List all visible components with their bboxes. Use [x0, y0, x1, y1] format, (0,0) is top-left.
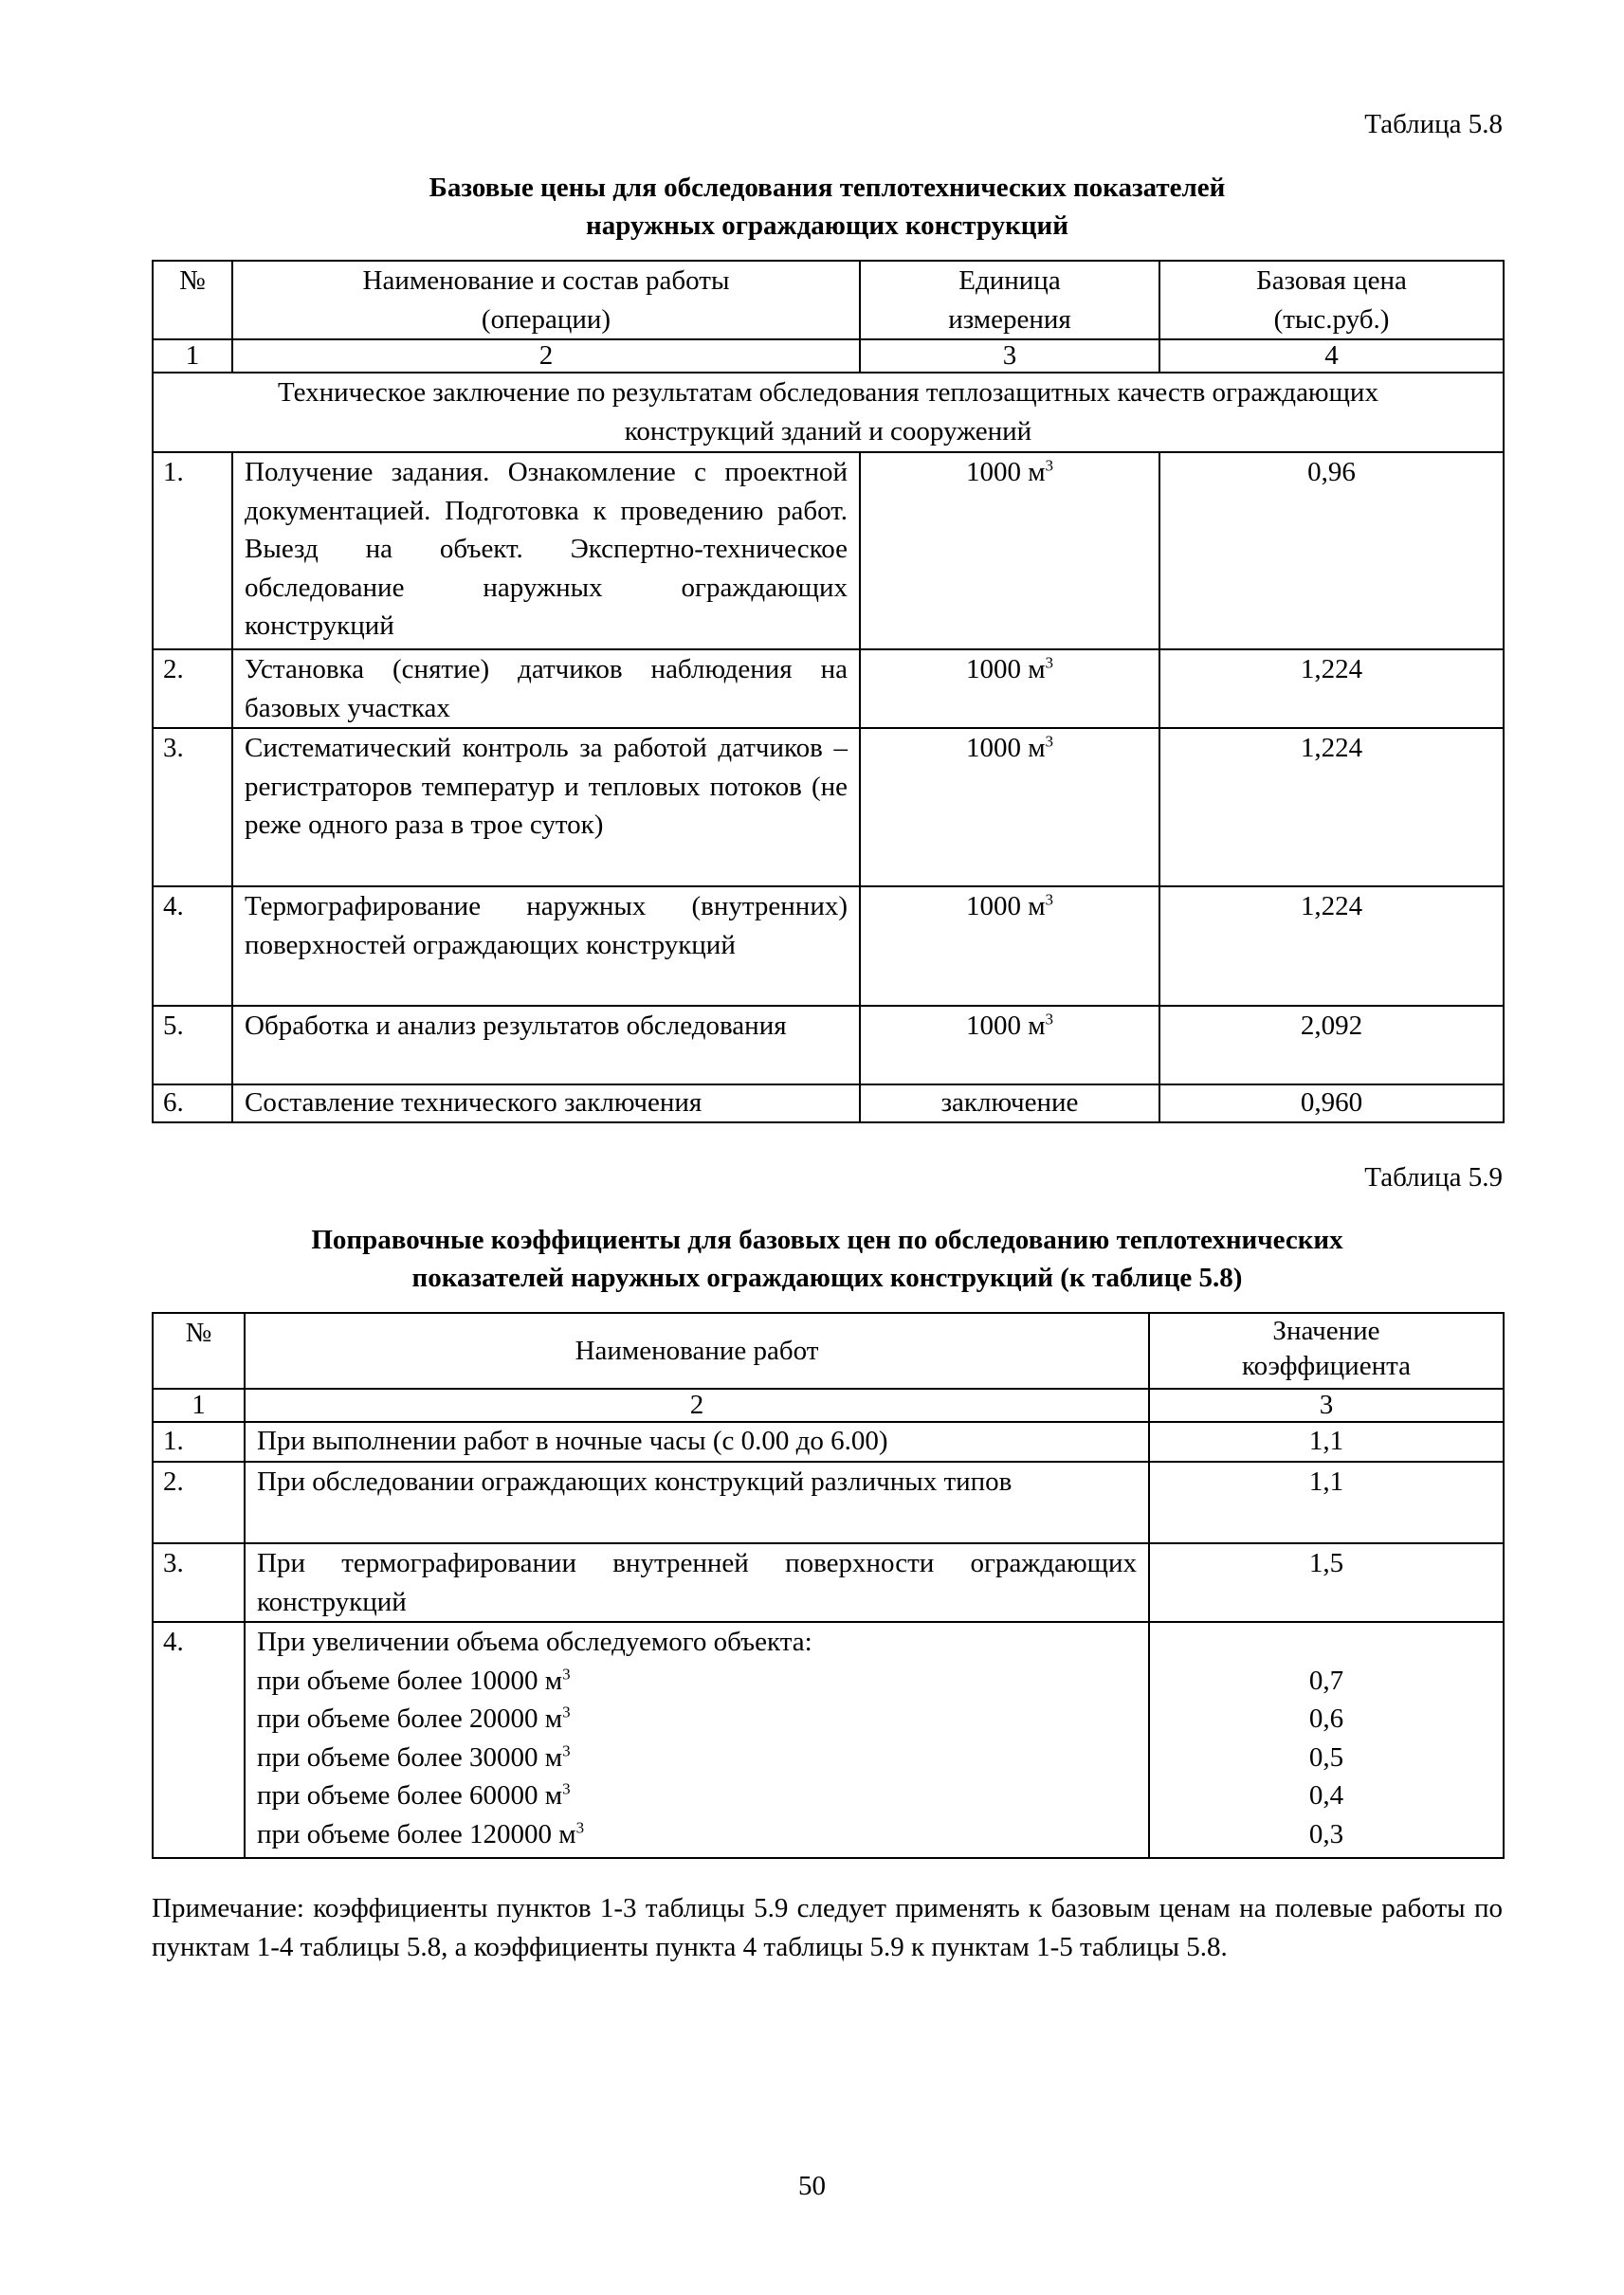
- table-row: [153, 649, 1504, 728]
- table-row: [153, 1543, 1504, 1622]
- unit-text: 1000 м: [965, 654, 1046, 684]
- unit-text: заключение: [940, 1087, 1079, 1118]
- row-price: 1,224: [1159, 728, 1504, 886]
- section-row: [153, 373, 1504, 452]
- row-intro: При увеличении объема обследуемого объекта:: [257, 1627, 812, 1657]
- unit-sup: 3: [1045, 890, 1054, 909]
- table-row: [153, 452, 1504, 649]
- row-name: Установка (снятие) датчиков наблюдения на базовых участках: [232, 649, 860, 728]
- header-price: Базовая цена (тыс.руб.): [1159, 261, 1504, 339]
- table-5-8-title: [152, 169, 1503, 245]
- unit-text: 1000 м: [965, 457, 1046, 487]
- header-num: №: [153, 1313, 245, 1389]
- column-number-row: [153, 1389, 1504, 1422]
- row-number: 4.: [153, 886, 232, 1006]
- unit-sup: 3: [562, 1779, 571, 1798]
- header-row: [153, 261, 1504, 339]
- row-unit: [860, 728, 1159, 886]
- row-name: При обследовании ограждающих конструкций различных типов: [245, 1462, 1149, 1543]
- title-line: показателей наружных ограждающих конструкций (к таблице 5.8): [411, 1263, 1243, 1293]
- row-number: 4.: [153, 1622, 245, 1858]
- unit-sup: 3: [575, 1817, 585, 1836]
- header-name: Наименование и состав работы (операции): [232, 261, 860, 339]
- volume-item: [257, 1815, 1137, 1854]
- header-name: Наименование работ: [245, 1313, 1149, 1389]
- row-value: 0,3: [1308, 1818, 1344, 1849]
- row-value: 0,6: [1308, 1703, 1344, 1734]
- unit-text: 1000 м: [965, 1011, 1046, 1041]
- row-unit: [860, 1084, 1159, 1122]
- volume-item: [257, 1700, 1137, 1739]
- unit-sup: 3: [562, 1740, 571, 1759]
- volume-label: при объеме более 120000 м: [257, 1818, 576, 1849]
- row-value: 1,1: [1149, 1422, 1504, 1462]
- unit-text: 1000 м: [965, 891, 1046, 921]
- table-row: [153, 1622, 1504, 1858]
- col-number: 1: [153, 1389, 245, 1422]
- row-unit: [860, 649, 1159, 728]
- row-price: 1,224: [1159, 886, 1504, 1006]
- volume-item: [257, 1776, 1137, 1815]
- row-number: 3.: [153, 1543, 245, 1622]
- table-row: [153, 1006, 1504, 1084]
- volume-item: [257, 1739, 1137, 1777]
- row-price: 0,96: [1159, 452, 1504, 649]
- volume-item: [257, 1662, 1137, 1701]
- unit-sup: 3: [562, 1664, 571, 1683]
- volume-label: при объеме более 20000 м: [257, 1703, 563, 1734]
- row-number: 5.: [153, 1006, 232, 1084]
- row-number: 2.: [153, 649, 232, 728]
- table-row: [153, 886, 1504, 1006]
- row-value: 0,7: [1308, 1665, 1344, 1696]
- row-values: [1149, 1622, 1504, 1858]
- row-value: 1,5: [1149, 1543, 1504, 1622]
- row-number: 1.: [153, 452, 232, 649]
- header-row: [153, 1313, 1504, 1389]
- row-unit: [860, 452, 1159, 649]
- title-line: Базовые цены для обследования теплотехнических показателей: [429, 173, 1226, 203]
- col-number: 2: [245, 1389, 1149, 1422]
- volume-label: при объеме более 60000 м: [257, 1780, 563, 1811]
- row-value: 0,4: [1308, 1780, 1344, 1811]
- table-5-8-caption: Таблица 5.8: [1364, 109, 1503, 139]
- table-row: [153, 1084, 1504, 1122]
- volume-label: при объеме более 10000 м: [257, 1665, 563, 1696]
- unit-sup: 3: [562, 1703, 571, 1721]
- header-num: №: [153, 261, 232, 339]
- row-number: 3.: [153, 728, 232, 886]
- row-unit: [860, 886, 1159, 1006]
- unit-text: 1000 м: [965, 733, 1046, 763]
- unit-sup: 3: [1045, 456, 1054, 475]
- section-title: Техническое заключение по результатам обследования теплозащитных качеств ограждающих конструкций зданий и сооружений: [153, 373, 1504, 452]
- page-number: 50: [798, 2171, 826, 2201]
- col-number: 2: [232, 339, 860, 373]
- column-number-row: [153, 339, 1504, 373]
- row-number: 6.: [153, 1084, 232, 1122]
- row-name: [245, 1622, 1149, 1858]
- col-number: 4: [1159, 339, 1504, 373]
- col-number: 3: [1149, 1389, 1504, 1422]
- note: Примечание: коэффициенты пунктов 1-3 таблицы 5.9 следует применять к базовым ценам на полевые работы по пунктам 1-4 таблицы 5.8, а коэффициенты пункта 4 таблицы 5.9 к пунктам 1-5 таблицы 5.8.: [152, 1893, 1503, 1962]
- row-name: Составление технического заключения: [232, 1084, 860, 1122]
- table-row: [153, 1462, 1504, 1543]
- title-line: Поправочные коэффициенты для базовых цен по обследованию теплотехнических: [311, 1225, 1343, 1255]
- table-row: [153, 1422, 1504, 1462]
- table-row: [153, 728, 1504, 886]
- row-number: 2.: [153, 1462, 245, 1543]
- row-name: Систематический контроль за работой датчиков – регистраторов температур и тепловых потоков (не реже одного раза в трое суток): [232, 728, 860, 886]
- unit-sup: 3: [1045, 653, 1054, 672]
- row-name: При выполнении работ в ночные часы (с 0.00 до 6.00): [245, 1422, 1149, 1462]
- row-name: Обработка и анализ результатов обследования: [232, 1006, 860, 1084]
- row-value: 0,5: [1308, 1741, 1344, 1773]
- row-price: 0,960: [1159, 1084, 1504, 1122]
- unit-sup: 3: [1045, 1010, 1054, 1029]
- col-number: 1: [153, 339, 232, 373]
- row-number: 1.: [153, 1422, 245, 1462]
- table-5-9-caption: Таблица 5.9: [1364, 1162, 1503, 1193]
- col-number: 3: [860, 339, 1159, 373]
- row-value: 1,1: [1149, 1462, 1504, 1543]
- row-name: Термографирование наружных (внутренних) поверхностей ограждающих конструкций: [232, 886, 860, 1006]
- table-5-9-title: [152, 1221, 1503, 1297]
- title-line: наружных ограждающих конструкций: [586, 210, 1068, 241]
- table-5-9: [152, 1312, 1505, 1859]
- table-5-8: [152, 260, 1505, 1123]
- header-unit: Единица измерения: [860, 261, 1159, 339]
- row-price: 2,092: [1159, 1006, 1504, 1084]
- row-name: При термографировании внутренней поверхности ограждающих конструкций: [245, 1543, 1149, 1622]
- row-price: 1,224: [1159, 649, 1504, 728]
- volume-label: при объеме более 30000 м: [257, 1741, 563, 1773]
- row-name: Получение задания. Ознакомление с проектной документацией. Подготовка к проведению работ. Выезд на объект. Экспертно-техническое обследование наружных ограждающих конструкций: [232, 452, 860, 649]
- row-unit: [860, 1006, 1159, 1084]
- header-value: Значение коэффициента: [1149, 1313, 1504, 1389]
- unit-sup: 3: [1045, 732, 1054, 751]
